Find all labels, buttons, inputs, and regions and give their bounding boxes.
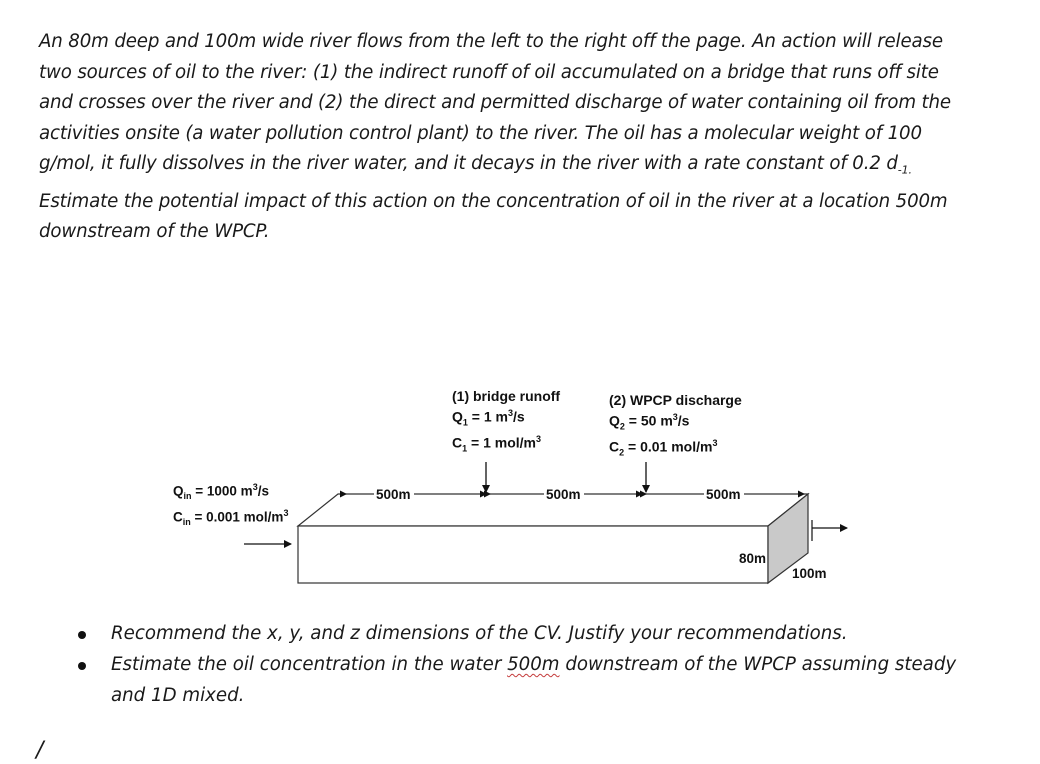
depth-label: 80m [739, 551, 767, 566]
inflow-c: $C_{in} = 0.001$ mol/$m^3$ [173, 508, 289, 528]
source-1-q: $Q_1 = 1$ $m^3/s$ [452, 408, 525, 428]
problem-line: An 80m deep and 100m wide river flows from the left to the right off the page. An action will release [39, 31, 943, 52]
problem-line: activities onsite (a water pollution control plant) to the river. The oil has a molecular weight of 100 [39, 122, 922, 144]
bullet-text: Recommend the x, y, and z dimensions of the CV. Justify your recommendations. [111, 623, 848, 644]
source-1-label [452, 386, 560, 459]
problem-line: downstream of the WPCP. [39, 221, 270, 243]
rate-text: g/mol, it fully dissolves in the river water, and it decays in the river with a rate constant of 0.2 d [39, 153, 898, 175]
spellcheck-marked-word: 500m [507, 654, 560, 675]
inflow-label [173, 477, 288, 532]
segment-3-label: 500m [706, 487, 741, 502]
problem-line: Estimate the potential impact of this action on the concentration of oil in the river at a location 500m [39, 190, 948, 212]
source-2-label [609, 390, 742, 463]
source-1-c: $C_1 = 1$ mol/$m^3$ [452, 434, 542, 454]
width-label: 100m [792, 566, 827, 581]
bullet-dot [78, 631, 86, 639]
source-2-title: (2) WPCP discharge [609, 392, 742, 408]
source-2-q: $Q_2 = 50$ $m^3/s$ [609, 412, 690, 432]
rate-exponent: -1. [897, 164, 912, 178]
source-2-c: $C_2 = 0.01$ mol/$m^3$ [609, 438, 718, 458]
bullet-item-2 [78, 650, 1008, 712]
problem-line: and crosses over the river and (2) the direct and permitted discharge of water containing oil from the [39, 92, 951, 114]
bullet-text-line2: and 1D mixed. [111, 685, 245, 706]
segment-2-label: 500m [546, 487, 581, 502]
bullet-item-1 [78, 619, 1008, 649]
bullet-text-line1: Estimate the oil concentration in the water 500m downstream of the WPCP assuming steady [111, 654, 957, 675]
bullet-dot [78, 662, 86, 670]
inflow-q: $Q_{in} = 1000$ $m^3/s$ [173, 482, 269, 502]
problem-line: two sources of oil to the river: (1) the indirect runoff of oil accumulated on a bridge that runs off site [39, 61, 939, 83]
text-cursor[interactable]: / [36, 738, 44, 763]
segment-1-label: 500m [376, 487, 411, 502]
channel-front-face [298, 526, 768, 583]
source-1-title: (1) bridge runoff [452, 388, 561, 404]
